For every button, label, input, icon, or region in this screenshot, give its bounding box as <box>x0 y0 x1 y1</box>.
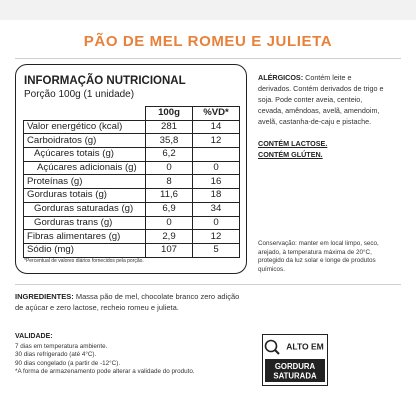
ingredients-text: Massa pão de mel, chocolate branco zero adição de açúcar e zero lactose, recheio romeu e julieta. <box>15 292 240 312</box>
nutrient-vd: 12 <box>193 230 240 244</box>
contains-block <box>258 138 327 160</box>
seal-top-text: ALTO EM <box>286 341 324 352</box>
validity-line: 90 dias congelado (a partir de -12°C). <box>15 359 121 367</box>
allergens-heading: ALÉRGICOS: <box>258 73 304 82</box>
nutrient-label: Gorduras trans (g) <box>24 216 146 230</box>
ingredients-heading: INGREDIENTES: <box>15 292 74 301</box>
nutrient-vd: 14 <box>193 120 240 134</box>
allergens-text: Contém leite e derivados. Contém derivados de trigo e soja. Pode conter aveia, centeio, cevada, amêndoas, avelã, amendoim, avelã, castanha-de-caju e pistache. <box>258 73 384 126</box>
conservation-text: Conservação: manter em local limpo, seco, arejado, à temperatura máxima de 20°C, protegido da luz solar e longe de produtos químicos. <box>258 240 379 273</box>
nutrient-label: Açúcares totais (g) <box>24 148 146 162</box>
nutrient-amount: 107 <box>146 243 193 257</box>
nutrient-vd: 12 <box>193 134 240 148</box>
nutrient-label: Valor energético (kcal) <box>24 120 146 134</box>
nutrient-amount: 35,8 <box>146 134 193 148</box>
nutrient-amount: 6,2 <box>146 148 193 162</box>
nutrient-vd: 0 <box>193 216 240 230</box>
nutrient-amount: 8 <box>146 175 193 189</box>
nutrient-label: Carboidratos (g) <box>24 134 146 148</box>
nutrition-row <box>24 134 240 148</box>
nutrient-amount: 11,6 <box>146 189 193 203</box>
contains-lactose: CONTÉM LACTOSE. <box>258 139 328 148</box>
nutrition-row <box>24 216 240 230</box>
nutrient-vd: 5 <box>193 243 240 257</box>
validity-block <box>15 333 247 377</box>
validity-line: 7 dias em temperatura ambiente. <box>15 342 108 350</box>
nutrient-amount: 0 <box>146 161 193 175</box>
divider-bottom <box>15 284 401 285</box>
nutrition-footnote: *Percentual de valores diários fornecidos pela porção. <box>24 258 144 264</box>
nutrition-row <box>24 175 240 189</box>
nutrient-vd: 0 <box>193 161 240 175</box>
nutrition-row <box>24 230 240 244</box>
nutrient-label: Gorduras totais (g) <box>24 189 146 203</box>
high-saturated-fat-seal <box>262 334 328 386</box>
nutrition-row <box>24 189 240 203</box>
nutrient-vd: 18 <box>193 189 240 203</box>
validity-line: *A forma de armazenamento pode alterar a validade do produto. <box>15 368 195 375</box>
nutrient-amount: 2,9 <box>146 230 193 244</box>
nutrient-label: Sódio (mg) <box>24 243 146 257</box>
nutrient-vd <box>193 148 240 162</box>
nutrition-title: INFORMAÇÃO NUTRICIONAL <box>24 75 186 87</box>
nutrition-rows <box>24 120 240 257</box>
contains-gluten: CONTÉM GLÚTEN. <box>258 150 323 159</box>
nutrient-amount: 0 <box>146 216 193 230</box>
ingredients-block <box>15 291 247 313</box>
nutrient-amount: 6,9 <box>146 202 193 216</box>
nutrition-header-row <box>24 107 240 121</box>
serving-size: Porção 100g (1 unidade) <box>24 89 135 100</box>
header-blank <box>24 107 146 121</box>
nutrient-vd: 34 <box>193 202 240 216</box>
nutrient-label: Fibras alimentares (g) <box>24 230 146 244</box>
nutrient-label: Gorduras saturadas (g) <box>24 202 146 216</box>
nutrition-row <box>24 120 240 134</box>
nutrition-row <box>24 161 240 175</box>
nutrient-label: Proteínas (g) <box>24 175 146 189</box>
nutrient-amount: 281 <box>146 120 193 134</box>
header-amount: 100g <box>146 107 193 121</box>
seal-bottom-line2: SATURADA <box>273 371 317 381</box>
nutrient-vd: 16 <box>193 175 240 189</box>
nutrition-table <box>23 106 240 258</box>
nutrition-row <box>24 202 240 216</box>
nutrition-row <box>24 243 240 257</box>
header-vd: %VD* <box>193 107 240 121</box>
nutrition-row <box>24 148 240 162</box>
product-title: PÃO DE MEL ROMEU E JULIETA <box>83 33 333 50</box>
top-band <box>0 0 416 20</box>
nutrition-panel <box>15 64 247 274</box>
validity-line: 30 dias refrigerado (até 4°C). <box>15 351 97 358</box>
divider-top <box>15 58 401 59</box>
nutrient-label: Açúcares adicionais (g) <box>24 161 146 175</box>
seal-bottom-line1: GORDURA <box>274 362 316 371</box>
validity-heading: VALIDADE: <box>15 333 53 340</box>
allergens-block <box>258 72 386 127</box>
